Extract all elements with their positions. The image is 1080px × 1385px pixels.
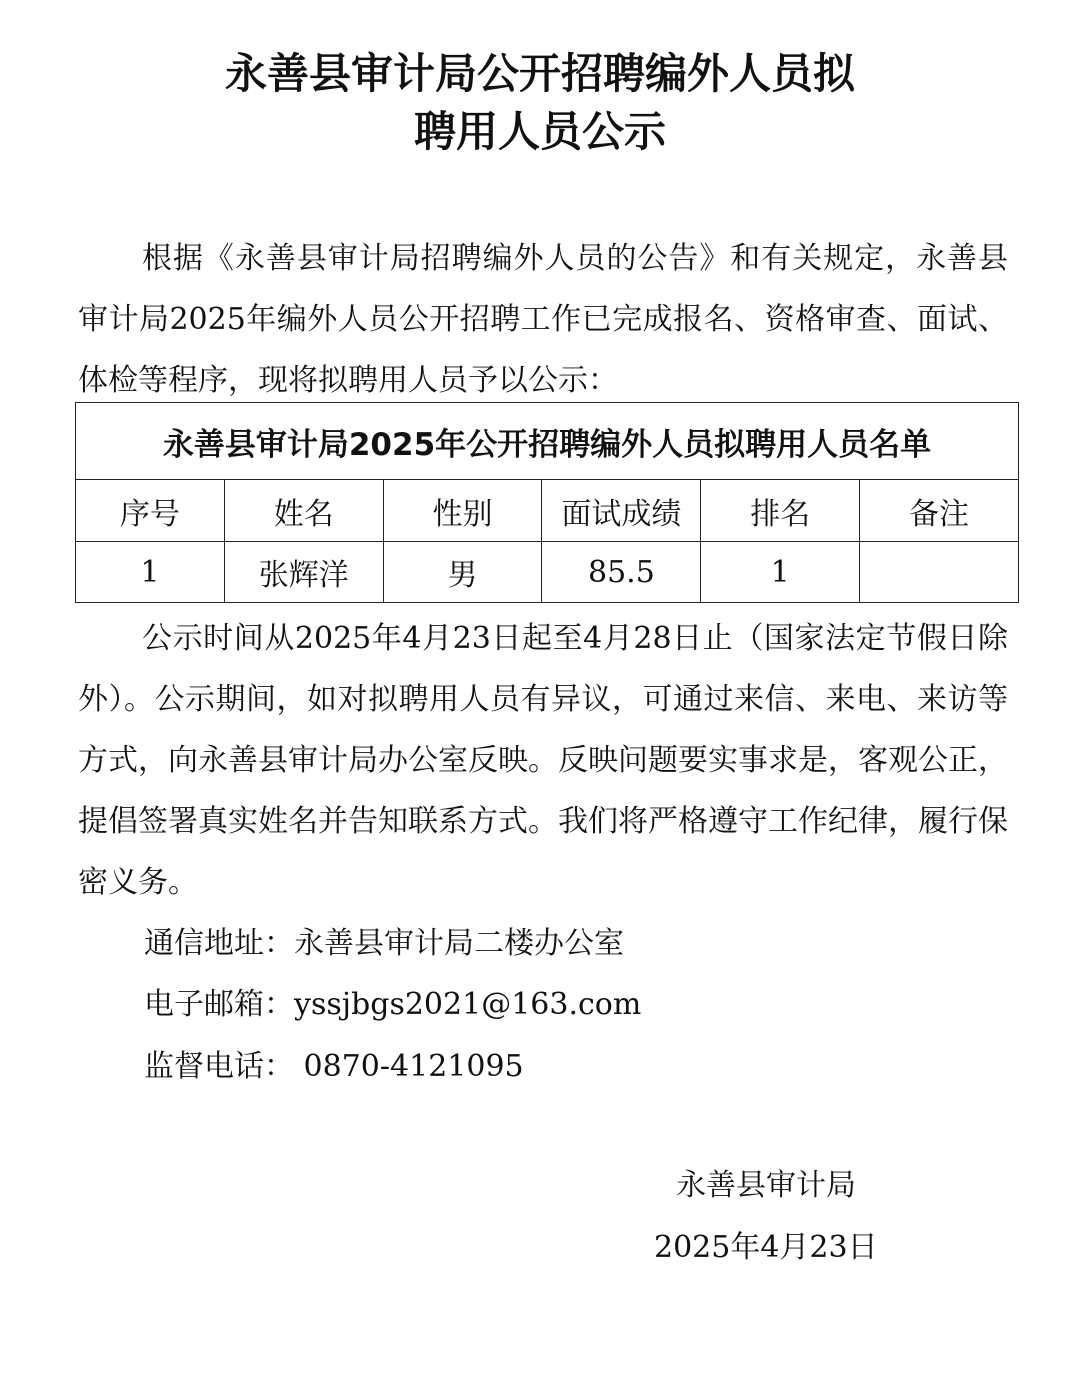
page-title-line-2: 聘用人员公示 <box>413 107 666 156</box>
table-row <box>76 542 1019 603</box>
signature-date: 2025年4月23日 <box>654 1230 878 1265</box>
table-header-row <box>76 480 1019 542</box>
header-remarks: 备注 <box>860 480 1019 542</box>
header-name: 姓名 <box>224 480 383 542</box>
signature-organization: 永善县审计局 <box>676 1168 856 1203</box>
cell-interview-score: 85.5 <box>542 542 701 603</box>
cell-name: 张辉洋 <box>224 542 383 603</box>
table-caption: 永善县审计局2025年公开招聘编外人员拟聘用人员名单 <box>76 403 1019 480</box>
contact-email: 电子邮箱：yssjbgs2021@163.com <box>144 987 642 1022</box>
header-interview-score: 面试成绩 <box>542 480 701 542</box>
intro-paragraph: 根据《永善县审计局招聘编外人员的公告》和有关规定，永善县审计局2025年编外人员公开招聘工作已完成报名、资格审查、面试、体检等程序，现将拟聘用人员予以公示： <box>78 241 1008 398</box>
cell-seq: 1 <box>76 542 225 603</box>
contact-phone: 监督电话： 0870-4121095 <box>144 1049 524 1084</box>
header-seq: 序号 <box>76 480 225 542</box>
cell-rank: 1 <box>701 542 860 603</box>
candidate-table <box>75 402 1019 603</box>
cell-remarks <box>860 542 1019 603</box>
cell-gender: 男 <box>383 542 542 603</box>
header-rank: 排名 <box>701 480 860 542</box>
notice-paragraph: 公示时间从2025年4月23日起至4月28日止（国家法定节假日除外）。公示期间，如对拟聘用人员有异议，可通过来信、来电、来访等方式，向永善县审计局办公室反映。反映问题要实事求是，客观公正，提倡签署真实姓名并告知联系方式。我们将严格遵守工作纪律，履行保密义务。 <box>78 621 1008 900</box>
contact-address: 通信地址：永善县审计局二楼办公室 <box>144 926 624 961</box>
header-gender: 性别 <box>383 480 542 542</box>
page-title-line-1: 永善县审计局公开招聘编外人员拟 <box>224 49 855 98</box>
